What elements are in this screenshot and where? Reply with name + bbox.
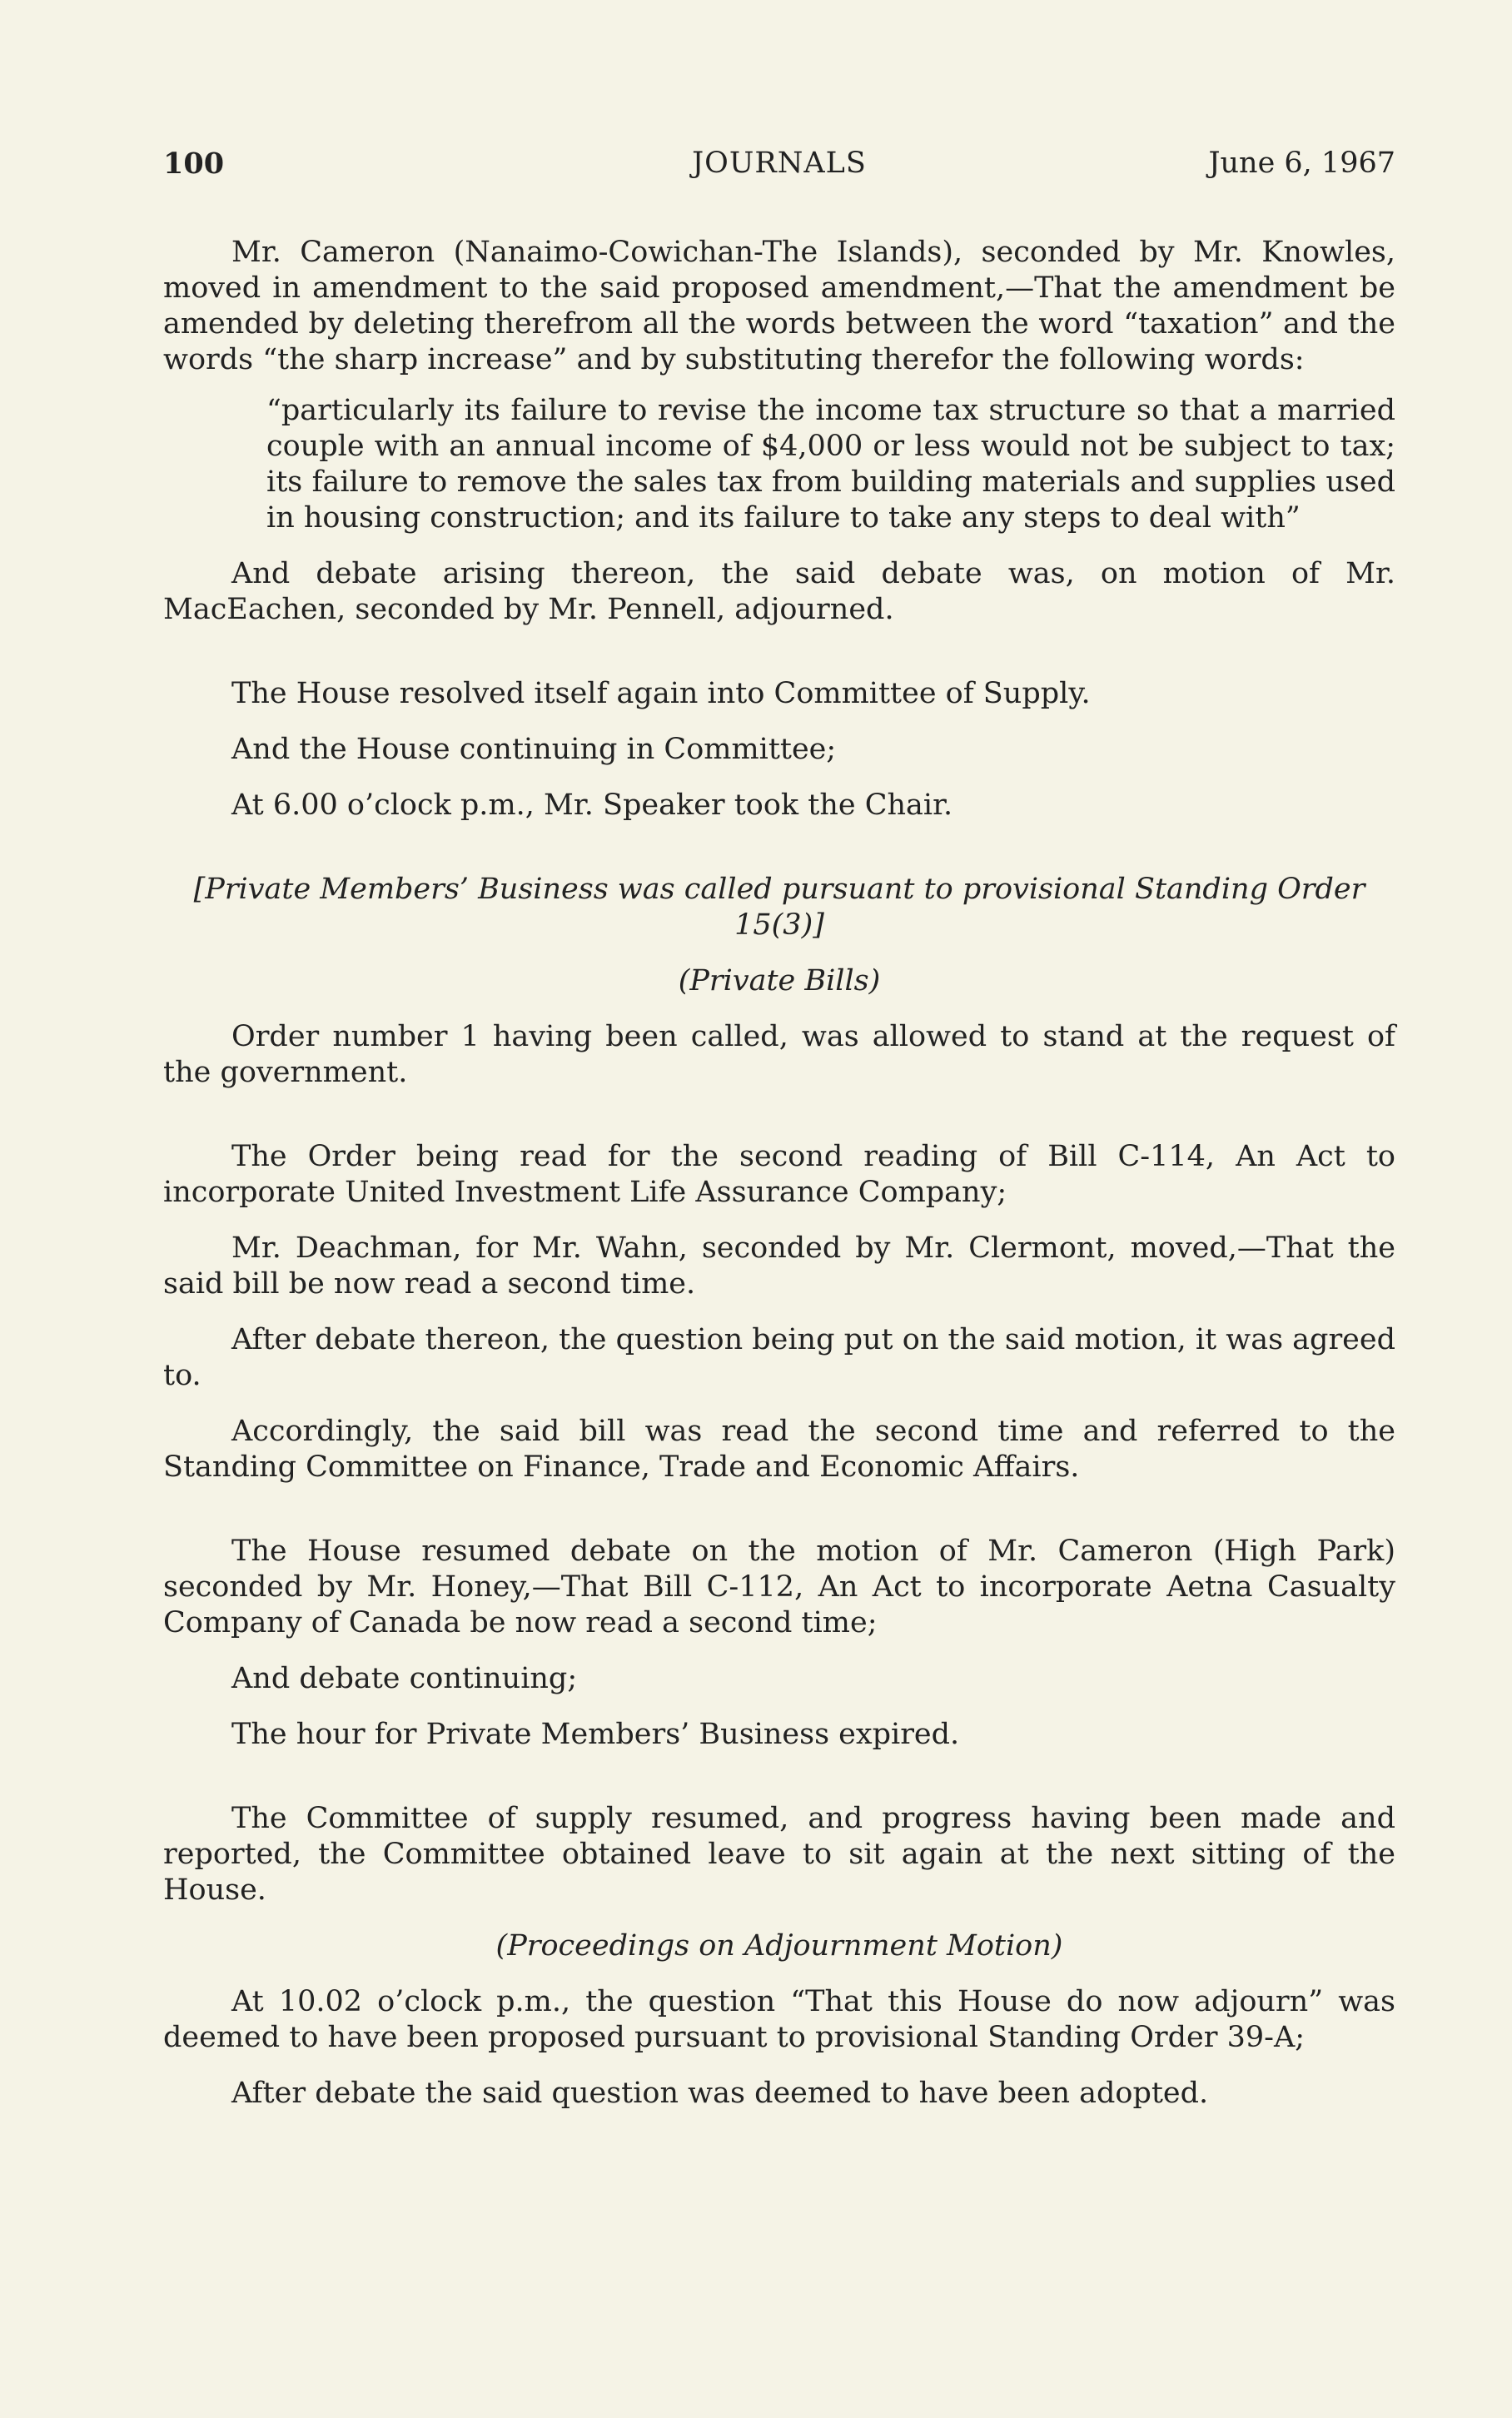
section-heading-private-bills: (Private Bills)	[678, 964, 881, 998]
paragraph-bill-c114-reading: The Order being read for the second reading of Bill C-114, An Act to incorporate United Investment Life Assurance Company;	[163, 1140, 1395, 1209]
paragraph-bill-referred: Accordingly, the said bill was read the second time and referred to the Standing Committee on Finance, Trade and Economic Affairs.	[163, 1415, 1395, 1484]
page-number: 100	[163, 147, 225, 181]
paragraph-amendment-motion: Mr. Cameron (Nanaimo-Cowichan-The Islands), seconded by Mr. Knowles, moved in amendment to the said proposed amendment,—That the amendment be amended by deleting therefrom all the words between the word “taxation” and the words “the sharp increase” and by substituting therefor the following words:	[163, 236, 1395, 376]
journal-body	[163, 235, 1395, 2112]
paragraph-committee-resumed: The Committee of supply resumed, and progress having been made and reported, the Committee obtained leave to sit again at the next sitting of the House.	[163, 1802, 1395, 1907]
paragraph-debate-continuing: And debate continuing;	[231, 1662, 578, 1695]
section-heading-adjournment: (Proceedings on Adjournment Motion)	[495, 1929, 1063, 1963]
paragraph-question-adopted: After debate the said question was deemed to have been adopted.	[231, 2077, 1209, 2110]
quoted-amendment-text: “particularly its failure to revise the income tax structure so that a married couple with an annual income of $4,000 or less would not be subject to tax; its failure to remove the sales tax from building materials and supplies used in housing construction; and its failure to take any steps to deal with”	[266, 394, 1395, 535]
paragraph-committee-of-supply: The House resolved itself again into Committee of Supply.	[231, 677, 1091, 710]
page-date: June 6, 1967	[1208, 147, 1395, 180]
paragraph-debate-adjourned: And debate arising thereon, the said debate was, on motion of Mr. MacEachen, seconded by Mr. Pennell, adjourned.	[163, 557, 1395, 626]
paragraph-continuing-committee: And the House continuing in Committee;	[231, 733, 837, 766]
page-header	[163, 147, 1395, 188]
running-title: JOURNALS	[692, 147, 867, 180]
paragraph-speaker-chair: At 6.00 o’clock p.m., Mr. Speaker took the Chair.	[231, 789, 953, 822]
note-private-members-business: [Private Members’ Business was called pursuant to provisional Standing Order 15(3)]	[193, 873, 1365, 942]
paragraph-hour-expired: The hour for Private Members’ Business expired.	[231, 1718, 960, 1751]
paragraph-bill-c112-debate: The House resumed debate on the motion of Mr. Cameron (High Park) seconded by Mr. Honey,—That Bill C-112, An Act to incorporate Aetna Casualty Company of Canada be now read a second time;	[163, 1535, 1395, 1639]
paragraph-order-stand: Order number 1 having been called, was allowed to stand at the request of the government.	[163, 1020, 1395, 1089]
paragraph-adjourn-question: At 10.02 o’clock p.m., the question “That this House do now adjourn” was deemed to have been proposed pursuant to provisional Standing Order 39-A;	[163, 1985, 1395, 2054]
paragraph-deachman-motion: Mr. Deachman, for Mr. Wahn, seconded by Mr. Clermont, moved,—That the said bill be now read a second time.	[163, 1231, 1395, 1301]
paragraph-motion-agreed: After debate thereon, the question being put on the said motion, it was agreed to.	[163, 1323, 1396, 1392]
